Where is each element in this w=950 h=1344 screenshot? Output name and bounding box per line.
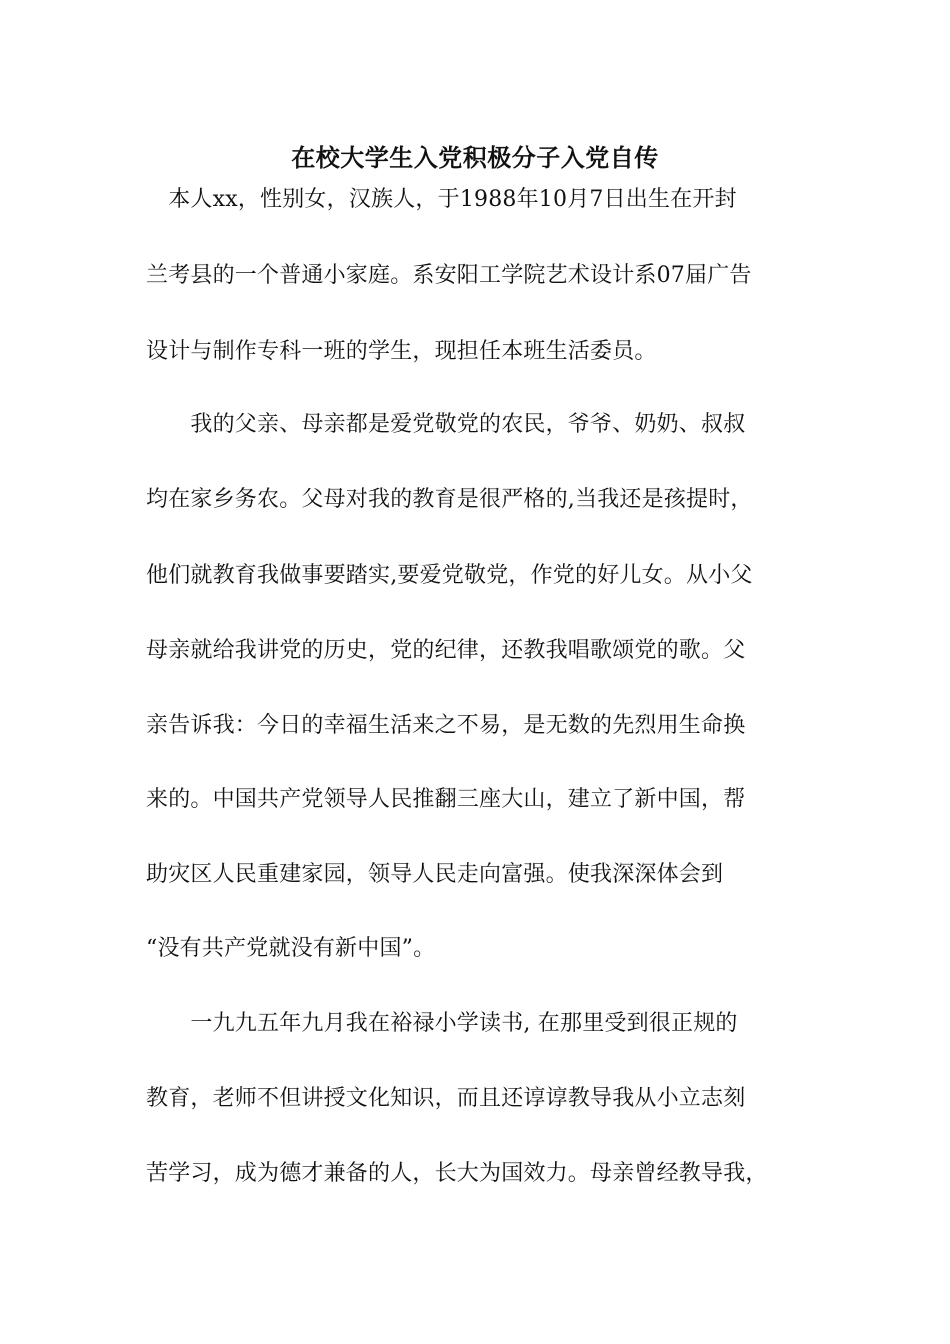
text-line-7: 母亲就给我讲党的历史，党的纪律，还教我唱歌颂党的歌。父 — [146, 638, 746, 663]
text-line-1: 本人xx，性别女，汉族人，于1988年10月7日出生在开封 — [146, 187, 737, 212]
text-line-5: 均在家乡务农。父母对我的教育是很严格的,当我还是孩提时， — [146, 487, 753, 512]
text-line-2: 兰考县的一个普通小家庭。系安阳工学院艺术设计系07届广告 — [146, 263, 752, 288]
text-line-11: “没有共产党就没有新中国”。 — [146, 936, 436, 961]
document-title: 在校大学生入党积极分子入党自传 — [291, 143, 659, 172]
text-line-3: 设计与制作专科一班的学生，现担任本班生活委员。 — [146, 339, 657, 364]
text-line-9: 来的。中国共产党领导人民推翻三座大山，建立了新中国，帮 — [146, 787, 746, 812]
text-line-8: 亲告诉我：今日的幸福生活来之不易，是无数的先烈用生命换 — [146, 713, 746, 738]
text-line-6: 他们就教育我做事要踏实,要爱党敬党，作党的好儿女。从小父 — [146, 563, 753, 588]
text-line-10: 助灾区人民重建家园，领导人民走向富强。使我深深体会到 — [146, 862, 724, 887]
text-line-12: 一九九五年九月我在裕禄小学读书, 在那里受到很正规的 — [146, 1011, 738, 1036]
text-line-14: 苦学习，成为德才兼备的人，长大为国效力。母亲曾经教导我， — [146, 1161, 768, 1186]
text-line-4: 我的父亲、母亲都是爱党敬党的农民，爷爷、奶奶、叔叔 — [146, 412, 746, 437]
text-line-13: 教育，老师不但讲授文化知识，而且还谆谆教导我从小立志刻 — [146, 1086, 746, 1111]
